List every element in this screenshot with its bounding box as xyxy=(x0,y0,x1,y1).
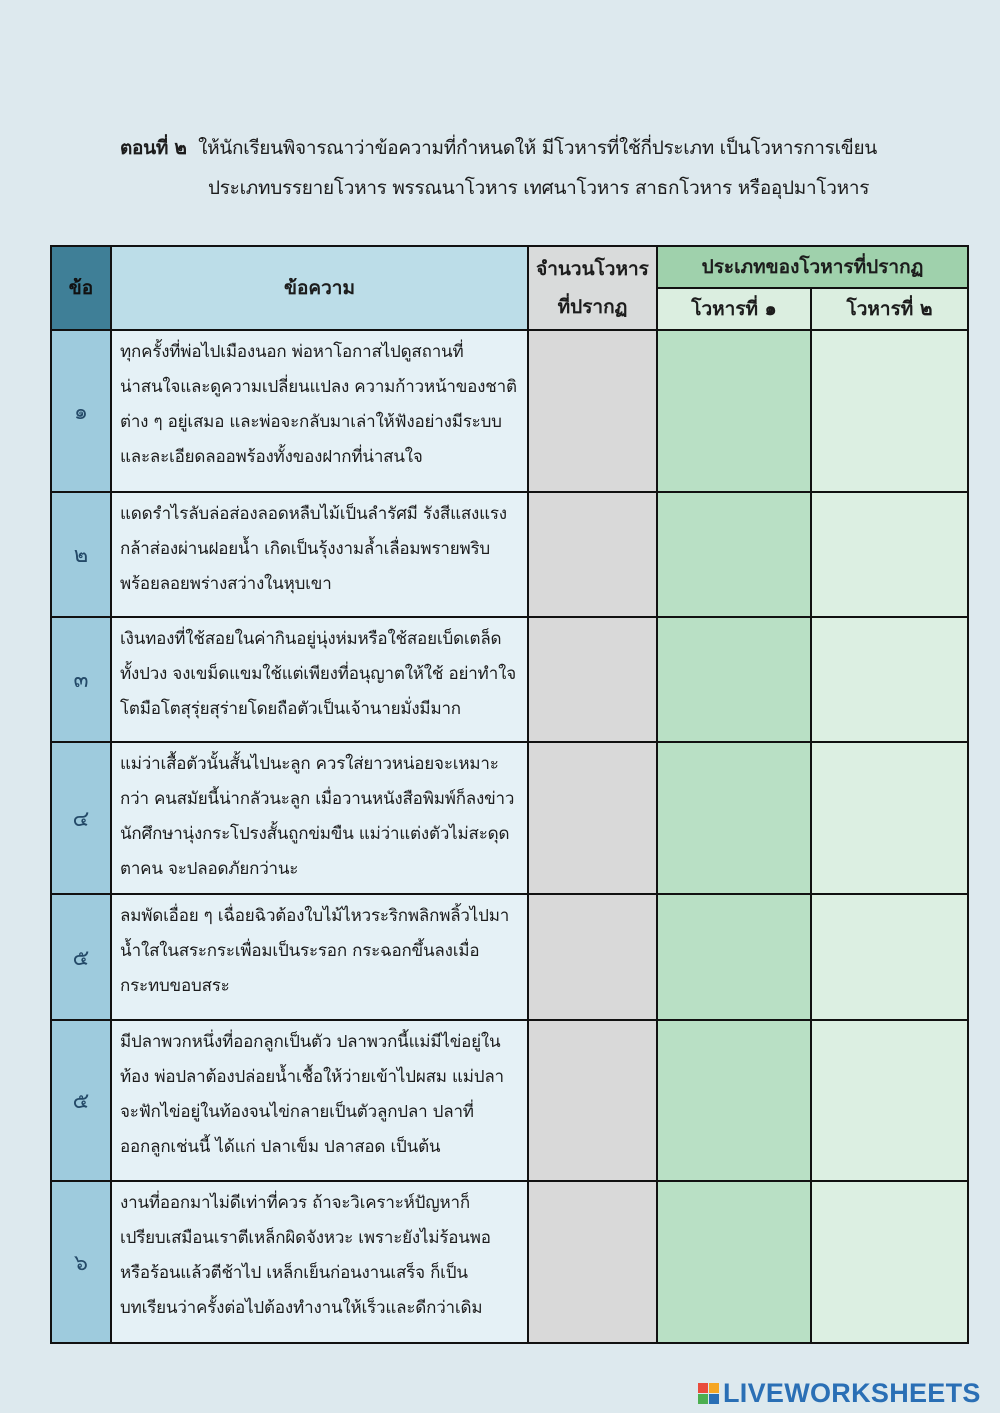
row-text-line: ต่าง ๆ อยู่เสมอ และพ่อจะกลับมาเล่าให้ฟังอย่างมีระบบ xyxy=(120,412,502,432)
row-number: ๒ xyxy=(51,492,111,617)
row-text-line: ทั้งปวง จงเขม็ดแขมใช้แต่เพียงที่อนุญาตให้ใช้ อย่าทำใจ xyxy=(120,664,516,684)
answer-count-cell[interactable] xyxy=(528,492,657,617)
row-text xyxy=(111,1020,528,1181)
answer-type-1-cell[interactable] xyxy=(657,330,811,492)
answer-type-1-cell[interactable] xyxy=(657,492,811,617)
table-row xyxy=(51,1020,968,1181)
answer-count-cell[interactable] xyxy=(528,330,657,492)
section-label: ตอนที่ ๒ xyxy=(120,137,187,159)
answer-type-2-cell[interactable] xyxy=(811,617,968,742)
row-text-line: ออกลูกเช่นนี้ ได้แก่ ปลาเข็ม ปลาสอด เป็นต้น xyxy=(120,1137,441,1157)
row-text-line: แดดรำไรลับล่อส่องลอดหลืบไม้เป็นลำรัศมี รังสีแสงแรง xyxy=(120,504,507,524)
row-text xyxy=(111,1181,528,1343)
table-row xyxy=(51,742,968,894)
logo-square xyxy=(698,1394,708,1404)
logo-square xyxy=(709,1394,719,1404)
worksheet-table xyxy=(50,245,969,1344)
row-number: ๕ xyxy=(51,1020,111,1181)
table-body xyxy=(51,330,968,1343)
table-row xyxy=(51,330,968,492)
header-type-1: โวหารที่ ๑ xyxy=(657,288,811,330)
answer-count-cell[interactable] xyxy=(528,1020,657,1181)
row-text-line: โตมือโตสุรุ่ยสุร่ายโดยถือตัวเป็นเจ้านายมั่งมีมาก xyxy=(120,699,461,719)
row-text-line: แม่ว่าเสื้อตัวนั้นสั้นไปนะลูก ควรใส่ยาวหน่อยจะเหมาะ xyxy=(120,754,499,774)
answer-type-2-cell[interactable] xyxy=(811,330,968,492)
answer-type-1-cell[interactable] xyxy=(657,1181,811,1343)
header-count-line-2: ที่ปรากฏ xyxy=(557,296,628,318)
answer-type-2-cell[interactable] xyxy=(811,1181,968,1343)
header-type-2: โวหารที่ ๒ xyxy=(811,288,968,330)
header-type: ประเภทของโวหารที่ปรากฏ xyxy=(657,246,968,288)
answer-count-cell[interactable] xyxy=(528,894,657,1020)
logo-mark-icon xyxy=(698,1383,719,1404)
answer-type-2-cell[interactable] xyxy=(811,894,968,1020)
answer-type-1-cell[interactable] xyxy=(657,617,811,742)
instruction-line-1: ให้นักเรียนพิจารณาว่าข้อความที่กำหนดให้ มีโวหารที่ใช้กี่ประเภท เป็นโวหารการเขียน xyxy=(198,137,877,159)
header-text: ข้อความ xyxy=(111,246,528,330)
row-text xyxy=(111,617,528,742)
row-text-line: ท้อง พ่อปลาต้องปล่อยน้ำเชื้อให้ว่ายเข้าไปผสม แม่ปลา xyxy=(120,1067,504,1087)
row-text-line: น้ำใสในสระกระเพื่อมเป็นระรอก กระฉอกขึ้นลงเมื่อ xyxy=(120,941,480,961)
answer-type-2-cell[interactable] xyxy=(811,492,968,617)
instructions xyxy=(120,128,920,208)
answer-type-2-cell[interactable] xyxy=(811,742,968,894)
row-text-line: นักศึกษานุ่งกระโปรงสั้นถูกข่มขืน แม่ว่าแต่งตัวไม่สะดุด xyxy=(120,824,510,844)
table-row xyxy=(51,492,968,617)
row-text-line: และละเอียดลออพร้องทั้งของฝากที่น่าสนใจ xyxy=(120,447,423,467)
header-no: ข้อ xyxy=(51,246,111,330)
row-text-line: งานที่ออกมาไม่ดีเท่าที่ควร ถ้าจะวิเคราะห์ปัญหาก็ xyxy=(120,1193,470,1213)
row-number: ๓ xyxy=(51,617,111,742)
row-text-line: เปรียบเสมือนเราตีเหล็กผิดจังหวะ เพราะยังไม่ร้อนพอ xyxy=(120,1228,491,1248)
row-number: ๑ xyxy=(51,330,111,492)
row-text-line: ลมพัดเอื่อย ๆ เฉื่อยฉิวต้องใบไม้ไหวระริกพลิกพลิ้วไปมา xyxy=(120,906,510,926)
row-number: ๖ xyxy=(51,1181,111,1343)
header-count xyxy=(528,246,657,330)
row-number: ๕ xyxy=(51,894,111,1020)
answer-type-1-cell[interactable] xyxy=(657,1020,811,1181)
instruction-line-2: ประเภทบรรยายโวหาร พรรณนาโวหาร เทศนาโวหาร สาธกโวหาร หรืออุปมาโวหาร xyxy=(208,177,870,199)
row-text-line: ทุกครั้งที่พ่อไปเมืองนอก พ่อหาโอกาสไปดูสถานที่ xyxy=(120,342,464,362)
answer-type-1-cell[interactable] xyxy=(657,894,811,1020)
row-text-line: ตาคน จะปลอดภัยกว่านะ xyxy=(120,859,299,879)
row-text-line: บทเรียนว่าครั้งต่อไปต้องทำงานให้เร็วและดีกว่าเดิม xyxy=(120,1298,483,1318)
row-text-line: กว่า คนสมัยนี้น่ากลัวนะลูก เมื่อวานหนังสือพิมพ์ก็ลงข่าว xyxy=(120,789,515,809)
row-number: ๔ xyxy=(51,742,111,894)
answer-count-cell[interactable] xyxy=(528,617,657,742)
row-text-line: หรือร้อนแล้วตีช้าไป เหล็กเย็นก่อนงานเสร็จ ก็เป็น xyxy=(120,1263,468,1283)
answer-type-2-cell[interactable] xyxy=(811,1020,968,1181)
table-row xyxy=(51,1181,968,1343)
row-text-line: เงินทองที่ใช้สอยในค่ากินอยู่นุ่งห่มหรือใช้สอยเบ็ดเตล็ด xyxy=(120,629,502,649)
logo-square xyxy=(709,1383,719,1393)
answer-count-cell[interactable] xyxy=(528,742,657,894)
row-text xyxy=(111,742,528,894)
table-row xyxy=(51,617,968,742)
logo-text: LIVEWORKSHEETS xyxy=(723,1378,981,1408)
row-text-line: กล้าส่องผ่านฝอยน้ำ เกิดเป็นรุ้งงามล้ำเลื่อมพรายพริบ xyxy=(120,539,491,559)
answer-count-cell[interactable] xyxy=(528,1181,657,1343)
liveworksheets-logo xyxy=(698,1378,981,1409)
row-text-line: พร้อยลอยพร่างสว่างในหุบเขา xyxy=(120,574,332,594)
row-text xyxy=(111,492,528,617)
row-text-line: จะฟักไข่อยู่ในท้องจนไข่กลายเป็นตัวลูกปลา ปลาที่ xyxy=(120,1102,474,1122)
header-count-line-1: จำนวนโวหาร xyxy=(536,258,649,280)
row-text xyxy=(111,894,528,1020)
row-text-line: น่าสนใจและดูความเปลี่ยนแปลง ความก้าวหน้าของชาติ xyxy=(120,377,517,397)
row-text-line: มีปลาพวกหนึ่งที่ออกลูกเป็นตัว ปลาพวกนี้แม่มีไข่อยู่ใน xyxy=(120,1032,501,1052)
row-text xyxy=(111,330,528,492)
answer-type-1-cell[interactable] xyxy=(657,742,811,894)
row-text-line: กระทบขอบสระ xyxy=(120,976,230,996)
logo-square xyxy=(698,1383,708,1393)
table-row xyxy=(51,894,968,1020)
